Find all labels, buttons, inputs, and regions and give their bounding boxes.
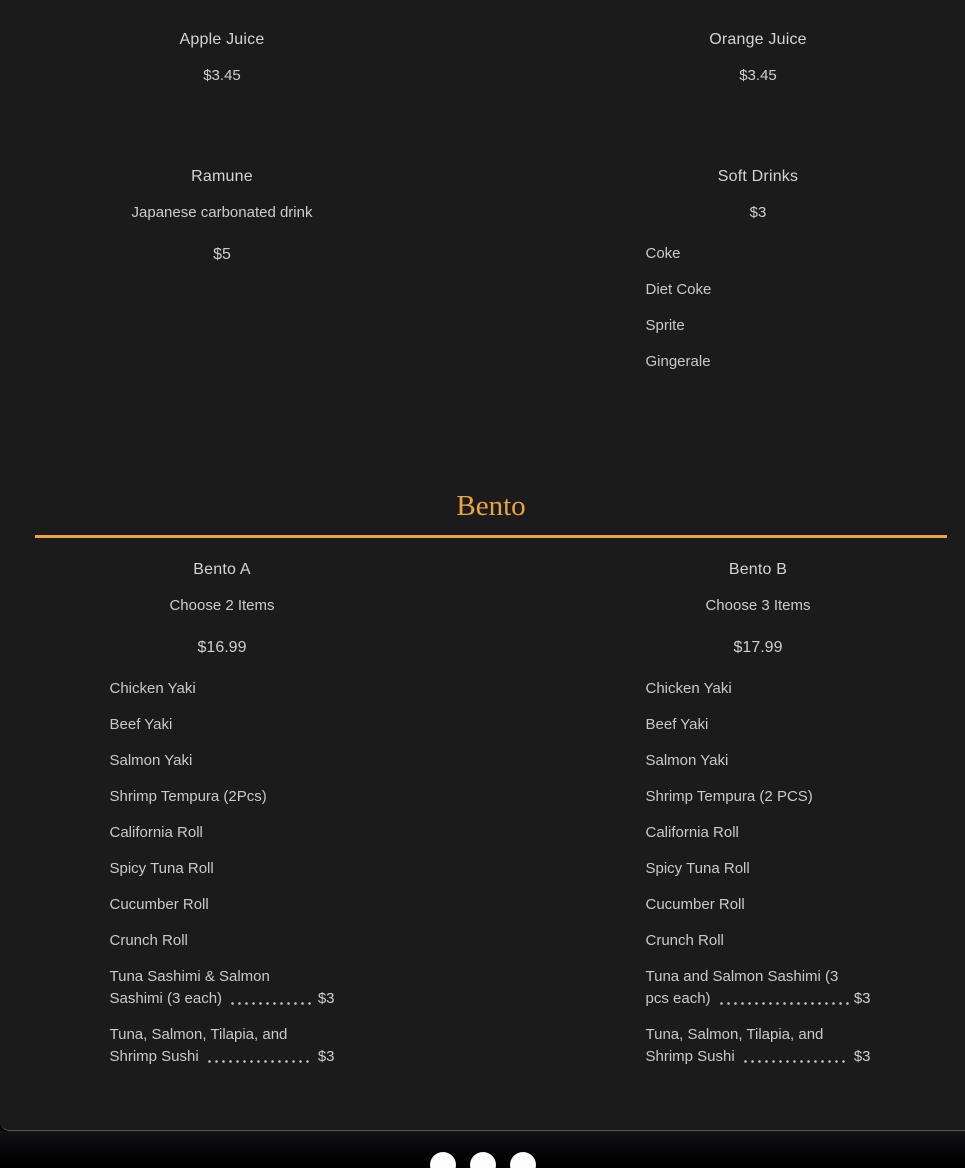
bento-item: Shrimp Tempura (2Pcs) <box>109 788 267 805</box>
addon-name-line1: Tuna Sashimi & Salmon <box>109 968 270 985</box>
dotted-leader <box>742 1059 849 1064</box>
bento-item: Cucumber Roll <box>109 896 209 913</box>
bento-item: California Roll <box>645 824 739 841</box>
menu-item-ramune <box>35 166 409 265</box>
bento-item: Crunch Roll <box>645 932 724 949</box>
bento-section <box>0 559 965 1082</box>
social-icon-1[interactable] <box>430 1152 456 1168</box>
bento-a-item-list <box>110 678 335 951</box>
item-name: Orange Juice <box>709 31 807 48</box>
bento-item: Cucumber Roll <box>645 896 745 913</box>
bento-b-title: Bento B <box>728 561 788 578</box>
addon-price: $3 <box>853 1048 871 1065</box>
bento-a-subtitle: Choose 2 Items <box>169 597 275 614</box>
bento-section-divider <box>35 535 947 538</box>
option-row: Gingerale <box>645 353 711 370</box>
bento-item: Beef Yaki <box>109 716 173 733</box>
bento-a-column <box>35 559 409 1082</box>
addon-item <box>110 966 335 1010</box>
bento-a-price: $16.99 <box>197 639 247 656</box>
addon-item <box>646 966 871 1010</box>
soft-drink-options <box>646 243 871 372</box>
bento-section-title: Bento <box>456 490 526 522</box>
addon-price: $3 <box>317 1048 335 1065</box>
bento-item: Spicy Tuna Roll <box>645 860 750 877</box>
item-name: Ramune <box>191 168 253 185</box>
menu-item-orange-juice <box>571 29 945 86</box>
item-description: Japanese carbonated drink <box>131 204 313 221</box>
drinks-section <box>0 29 965 387</box>
drinks-right-column <box>571 29 945 387</box>
addon-name-line1: Tuna, Salmon, Tilapia, and <box>109 1026 288 1043</box>
bento-item: Spicy Tuna Roll <box>109 860 214 877</box>
addon-item <box>110 1024 335 1068</box>
bento-item: Chicken Yaki <box>645 680 732 697</box>
option-row: Sprite <box>645 317 685 334</box>
addon-name-line2: pcs each) <box>645 990 711 1007</box>
bento-b-item-list <box>646 678 871 951</box>
bento-b-price: $17.99 <box>733 639 783 656</box>
item-price: $5 <box>213 246 231 263</box>
dotted-leader <box>718 1001 849 1006</box>
item-name: Soft Drinks <box>717 168 799 185</box>
bento-b-addons <box>646 966 871 1068</box>
item-name: Apple Juice <box>179 31 265 48</box>
bento-b-subtitle: Choose 3 Items <box>705 597 811 614</box>
bento-item: California Roll <box>109 824 203 841</box>
social-icon-3[interactable] <box>510 1152 536 1168</box>
addon-price: $3 <box>317 990 335 1007</box>
addon-item <box>646 1024 871 1068</box>
option-row: Diet Coke <box>645 281 712 298</box>
item-price: $3.45 <box>203 67 241 84</box>
dotted-leader <box>229 1001 313 1006</box>
menu-item-apple-juice <box>35 29 409 86</box>
addon-name-line1: Tuna and Salmon Sashimi (3 <box>645 968 839 985</box>
bento-item: Shrimp Tempura (2 PCS) <box>645 788 813 805</box>
bento-item: Salmon Yaki <box>109 752 193 769</box>
addon-name-line2: Shrimp Sushi <box>645 1048 735 1065</box>
addon-name-line1: Tuna, Salmon, Tilapia, and <box>645 1026 824 1043</box>
bento-b-column <box>571 559 945 1082</box>
drinks-left-column <box>35 29 409 387</box>
bento-item: Salmon Yaki <box>645 752 729 769</box>
social-icon-2[interactable] <box>470 1152 496 1168</box>
site-footer <box>0 1131 965 1168</box>
option-row: Coke <box>645 245 681 262</box>
addon-name-line2: Sashimi (3 each) <box>109 990 223 1007</box>
bento-item: Crunch Roll <box>109 932 188 949</box>
bento-item: Chicken Yaki <box>109 680 196 697</box>
bento-a-addons <box>110 966 335 1068</box>
menu-item-soft-drinks <box>571 166 945 372</box>
item-price: $3 <box>749 204 767 221</box>
dotted-leader <box>206 1059 313 1064</box>
item-price: $3.45 <box>739 67 777 84</box>
addon-name-line2: Shrimp Sushi <box>109 1048 199 1065</box>
bento-a-title: Bento A <box>193 561 251 578</box>
bento-item: Beef Yaki <box>645 716 709 733</box>
addon-price: $3 <box>853 990 871 1007</box>
